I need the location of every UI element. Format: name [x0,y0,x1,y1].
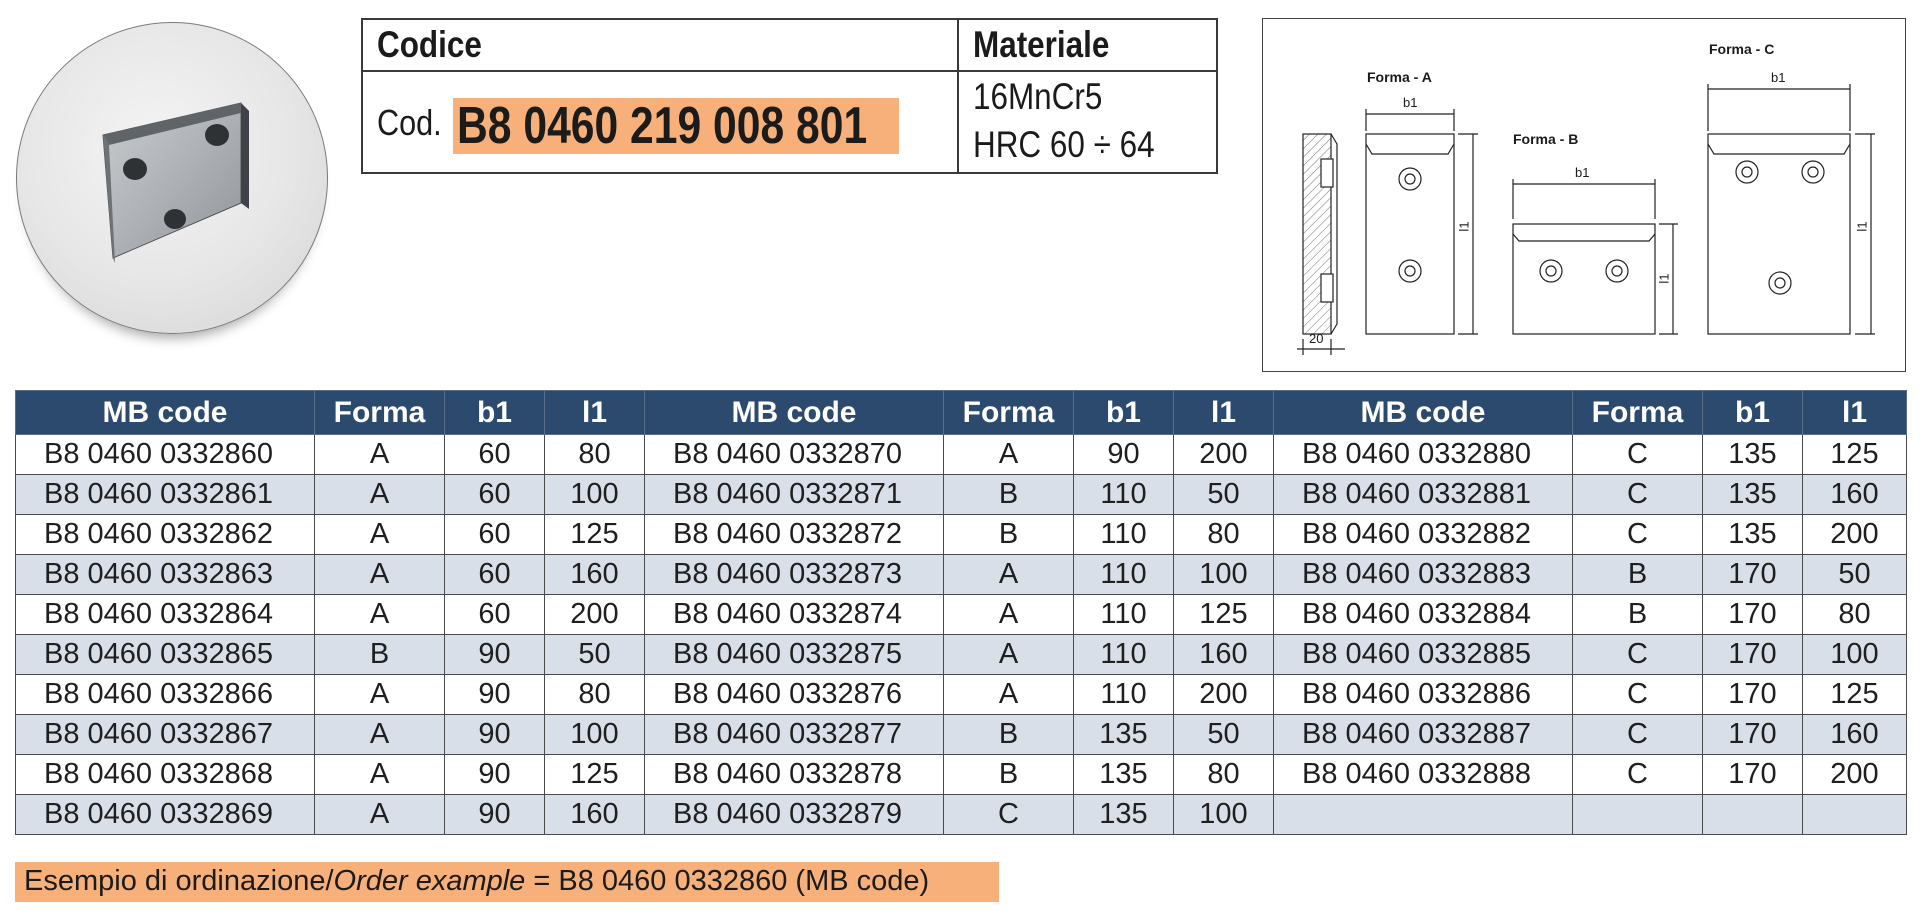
mb-code-cell: B8 0460 0332862 [16,515,315,555]
column-header: Forma [944,391,1074,435]
b1-cell: 135 [1074,715,1174,755]
product-photo [16,22,328,334]
material-name: 16MnCr5 [973,76,1103,117]
order-example [24,865,929,898]
b1-cell: 170 [1703,715,1803,755]
forma-cell: C [1573,435,1703,475]
l1-cell: 125 [545,755,645,795]
l1-cell: 125 [1174,595,1274,635]
b1-cell: 135 [1074,755,1174,795]
mb-code-cell: B8 0460 0332872 [645,515,944,555]
forma-cell: A [944,435,1074,475]
l1-cell: 100 [1174,555,1274,595]
b1-cell: 170 [1703,635,1803,675]
mb-code-cell: B8 0460 0332870 [645,435,944,475]
code-material-box [361,18,1218,174]
order-example-suffix: = B8 0460 0332860 (MB code) [525,865,930,897]
forma-cell: B [1573,595,1703,635]
table-row [16,435,1907,475]
table-row [16,755,1907,795]
table-row [16,675,1907,715]
forma-cell: B [944,715,1074,755]
mb-code-cell: B8 0460 0332866 [16,675,315,715]
material-hardness: HRC 60 ÷ 64 [973,124,1155,165]
l1-dimension-b: l1 [1656,273,1672,284]
column-header: l1 [1803,391,1907,435]
forma-cell: A [944,675,1074,715]
forma-cell: A [315,515,445,555]
forma-cell [1573,795,1703,835]
column-header: MB code [645,391,944,435]
b1-cell: 90 [1074,435,1174,475]
b1-cell: 90 [445,635,545,675]
b1-cell: 170 [1703,595,1803,635]
forma-cell: A [944,635,1074,675]
steel-plate-icon [17,23,327,333]
b1-cell: 110 [1074,475,1174,515]
mb-code-cell: B8 0460 0332875 [645,635,944,675]
l1-cell: 125 [545,515,645,555]
l1-cell: 100 [1803,635,1907,675]
l1-cell: 80 [1174,515,1274,555]
forma-cell: A [315,675,445,715]
b1-cell: 90 [445,715,545,755]
mb-code-cell [1274,795,1573,835]
column-header: l1 [1174,391,1274,435]
b1-cell: 110 [1074,555,1174,595]
forma-cell: A [944,555,1074,595]
mb-code-cell: B8 0460 0332885 [1274,635,1573,675]
l1-cell: 50 [1174,475,1274,515]
table-row [16,515,1907,555]
technical-drawing [1262,18,1906,372]
codes-table [15,390,1907,835]
mb-code-cell: B8 0460 0332883 [1274,555,1573,595]
forma-cell: C [1573,515,1703,555]
table-row [16,795,1907,835]
mb-code-cell: B8 0460 0332864 [16,595,315,635]
b1-cell [1703,795,1803,835]
forma-cell: C [944,795,1074,835]
forma-cell: C [1573,715,1703,755]
l1-cell: 160 [1174,635,1274,675]
b1-cell: 90 [445,755,545,795]
forma-cell: B [1573,555,1703,595]
table-row [16,475,1907,515]
column-header: b1 [1703,391,1803,435]
order-example-prefix: Esempio di ordinazione/ [24,865,334,897]
forma-cell: A [315,595,445,635]
forma-cell: C [1573,755,1703,795]
b1-cell: 170 [1703,555,1803,595]
column-header: b1 [445,391,545,435]
b1-cell: 110 [1074,635,1174,675]
b1-cell: 110 [1074,675,1174,715]
forma-c-label: Forma - C [1709,41,1775,57]
b1-cell: 60 [445,555,545,595]
l1-cell: 200 [1174,675,1274,715]
mb-code-cell: B8 0460 0332878 [645,755,944,795]
b1-cell: 60 [445,475,545,515]
b1-cell: 60 [445,515,545,555]
table-row [16,555,1907,595]
column-header: MB code [1274,391,1573,435]
l1-cell: 100 [1174,795,1274,835]
b1-cell: 90 [445,675,545,715]
b1-cell: 60 [445,435,545,475]
l1-dimension-a: l1 [1456,221,1472,232]
l1-cell: 160 [1803,475,1907,515]
l1-cell: 125 [1803,435,1907,475]
table-row [16,595,1907,635]
materiale-header: Materiale [973,20,1109,72]
l1-cell: 100 [545,715,645,755]
mb-code-cell: B8 0460 0332881 [1274,475,1573,515]
table-row [16,635,1907,675]
forma-cell: A [944,595,1074,635]
forma-cell: A [315,555,445,595]
table-header-row [16,391,1907,435]
b1-dimension-c: b1 [1771,70,1786,85]
forma-cell: A [315,715,445,755]
forma-cell: B [944,475,1074,515]
thickness-dimension: 20 [1309,331,1324,346]
l1-cell: 50 [1803,555,1907,595]
forma-cell: B [315,635,445,675]
mb-code-cell: B8 0460 0332861 [16,475,315,515]
forma-b-label: Forma - B [1513,131,1579,147]
l1-cell: 80 [1803,595,1907,635]
b1-cell: 110 [1074,515,1174,555]
l1-cell: 160 [545,555,645,595]
table-row [16,715,1907,755]
forma-cell: C [1573,675,1703,715]
mb-code-cell: B8 0460 0332871 [645,475,944,515]
mb-code-cell: B8 0460 0332879 [645,795,944,835]
b1-cell: 170 [1703,755,1803,795]
mb-code-cell: B8 0460 0332873 [645,555,944,595]
forma-cell: A [315,475,445,515]
mb-code-cell: B8 0460 0332886 [1274,675,1573,715]
forma-cell: C [1573,475,1703,515]
forma-cell: B [944,755,1074,795]
l1-cell: 200 [1803,755,1907,795]
l1-cell: 125 [1803,675,1907,715]
forma-cell: A [315,435,445,475]
column-header: Forma [315,391,445,435]
forma-cell: A [315,795,445,835]
b1-dimension-a: b1 [1403,95,1418,110]
divider [957,20,959,172]
b1-cell: 170 [1703,675,1803,715]
b1-cell: 135 [1074,795,1174,835]
l1-cell: 200 [1174,435,1274,475]
b1-cell: 135 [1703,475,1803,515]
l1-cell: 50 [1174,715,1274,755]
l1-cell [1803,795,1907,835]
mb-code-cell: B8 0460 0332884 [1274,595,1573,635]
mb-code-cell: B8 0460 0332887 [1274,715,1573,755]
mb-code-cell: B8 0460 0332876 [645,675,944,715]
l1-cell: 200 [545,595,645,635]
mb-code-cell: B8 0460 0332860 [16,435,315,475]
l1-cell: 80 [545,435,645,475]
l1-cell: 160 [545,795,645,835]
codice-header: Codice [377,20,482,72]
product-code: B8 0460 219 008 801 [457,97,868,155]
b1-cell: 60 [445,595,545,635]
b1-cell: 135 [1703,515,1803,555]
l1-cell: 160 [1803,715,1907,755]
b1-cell: 90 [445,795,545,835]
b1-dimension-b: b1 [1575,165,1590,180]
l1-cell: 200 [1803,515,1907,555]
l1-cell: 80 [545,675,645,715]
forma-a-label: Forma - A [1367,69,1432,85]
wear-plate-drawing-icon [1263,19,1907,373]
mb-code-cell: B8 0460 0332868 [16,755,315,795]
column-header: Forma [1573,391,1703,435]
cod-label: Cod. [377,102,442,143]
l1-cell: 100 [545,475,645,515]
mb-code-cell: B8 0460 0332865 [16,635,315,675]
mb-code-cell: B8 0460 0332888 [1274,755,1573,795]
l1-cell: 80 [1174,755,1274,795]
mb-code-cell: B8 0460 0332882 [1274,515,1573,555]
b1-cell: 135 [1703,435,1803,475]
l1-cell: 50 [545,635,645,675]
l1-dimension-c: l1 [1854,221,1870,232]
b1-cell: 110 [1074,595,1174,635]
mb-code-cell: B8 0460 0332880 [1274,435,1573,475]
mb-code-cell: B8 0460 0332869 [16,795,315,835]
column-header: l1 [545,391,645,435]
column-header: b1 [1074,391,1174,435]
mb-code-cell: B8 0460 0332863 [16,555,315,595]
mb-code-cell: B8 0460 0332867 [16,715,315,755]
forma-cell: C [1573,635,1703,675]
mb-code-cell: B8 0460 0332874 [645,595,944,635]
column-header: MB code [16,391,315,435]
forma-cell: B [944,515,1074,555]
mb-code-cell: B8 0460 0332877 [645,715,944,755]
order-example-italic: Order example [333,865,526,897]
forma-cell: A [315,755,445,795]
